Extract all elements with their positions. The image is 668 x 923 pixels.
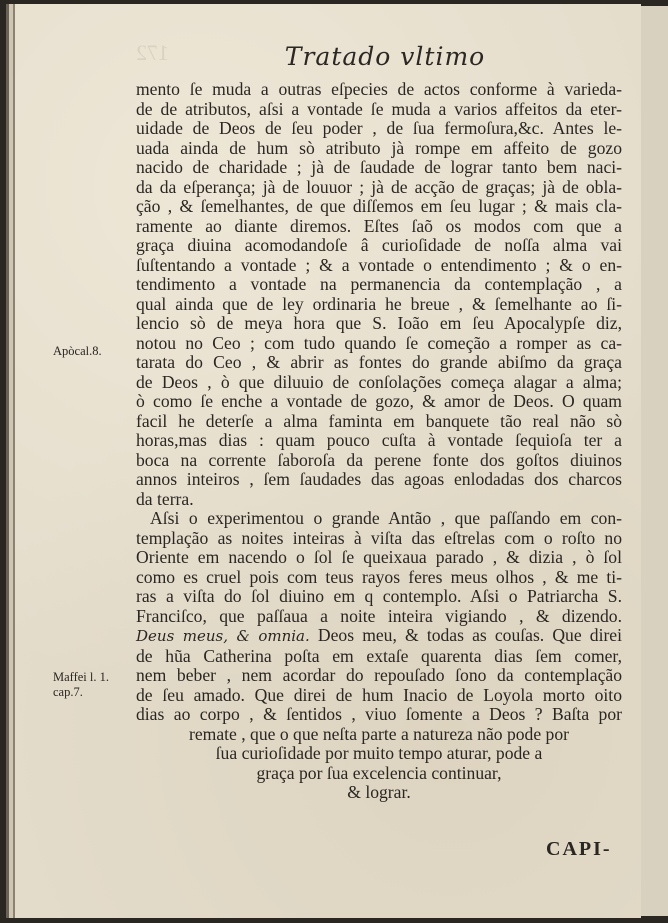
page-header: [9, 42, 641, 71]
text-line: Franciſco, que paſſaua a noite inteira vigiando , & dizendo.: [136, 605, 622, 626]
text-line: Aſsi o experimentou o grande Antão , que paſſando em con-: [150, 508, 622, 528]
text-line: ſuſtentando a vontade ; & a vontade o entendimento ; & o en-: [136, 254, 622, 275]
text-line: annos inteiros , ſem ſaudades das agoas enlodadas dos charcos: [136, 469, 622, 489]
text-line: graça diuina acomodandoſe â curioſidade de noſſa alma vai: [136, 235, 622, 255]
text-line: ramente ao diante diremos. Eſtes ſaõ os modos com que a: [136, 215, 622, 236]
text-line: nem beber , nem acordar do repouſado ſono da contemplação: [136, 665, 622, 685]
text-line: horas,mas dias : quam pouco cuſta à vontade ſequioſa ter a: [136, 430, 622, 450]
text-line: de de atributos, aſsi a vontade ſe muda a varios affeitos da eter-: [136, 98, 622, 119]
text-line: qual ainda que de ley ordinaria he breue , & ſemelhante ao ſi-: [136, 293, 622, 314]
tail-line: graça por ſua excelencia continuar,: [256, 762, 502, 783]
text-line-latin: [136, 626, 622, 647]
bleed-through-page-number: 172: [136, 40, 169, 65]
text-line: tarata do Ceo , & abrir as fontes do grande abiſmo da graça: [136, 352, 622, 372]
text-line: ò como ſe enche a vontade de gozo, & amor de Deos. O quam: [136, 391, 622, 411]
running-title: Tratado vltimo: [284, 42, 486, 71]
catchword: CAPI-: [546, 838, 612, 860]
latin-phrase: Deus meus, & omnia.: [136, 627, 310, 645]
text-line: uidade de Deos de ſeu poder , de ſua fermoſura,&c. Antes le-: [136, 118, 622, 138]
text-line: ras a viſta do ſol diuino em q contemplo. Aſsi o Patriarcha S.: [136, 586, 622, 606]
text-line: templação as noites inteiras à viſta das eſtrelas com o roſto no: [136, 527, 622, 548]
text-line-continued: Deos meu, & todas as couſas. Que direi: [317, 625, 623, 645]
tail-line: remate , que o que neſta parte a natureza não pode por: [188, 723, 570, 744]
marginal-note-apocalypse: Apòcal.8.: [53, 344, 102, 358]
text-line: como es cruel pois com teus rayos feres meus olhos , & me ti-: [136, 566, 622, 587]
paragraph-2: [136, 509, 622, 725]
text-line: lencio sò de meya hora que S. Ioão em ſeu Apocalypſe diz,: [136, 313, 622, 333]
text-line: da da eſperança; jà de louuor ; jà de acção de graças; jà de obla-: [136, 176, 622, 197]
marginal-note-maffei: [53, 670, 109, 700]
text-line: de Deos , ò que diluuio de conſolações começa alagar a alma;: [136, 371, 622, 392]
marginal-note-maffei-line2: cap.7.: [53, 685, 83, 699]
text-line: facil he deterſe a alma faminta em banquete tão real não sò: [136, 410, 622, 431]
text-line: nacido de charidade ; jà de ſaudade de lograr tanto bem naci-: [136, 157, 622, 177]
tail-line: & lograr.: [347, 782, 411, 802]
tail-piece: [136, 725, 622, 803]
body-text: [136, 80, 622, 803]
text-line: da terra.: [136, 488, 194, 509]
paragraph-1: [136, 80, 622, 509]
book-page: [6, 4, 641, 918]
text-line: mento ſe muda a outras eſpecies de actos conforme à varieda-: [136, 79, 622, 99]
text-line: Oriente em nacendo o ſol ſe queixaua parado , & dizia , ò ſol: [136, 547, 622, 567]
text-line: uada ainda de hum sò atributo jà rompe em affeito de gozo: [136, 137, 622, 158]
text-line: de ſeu amado. Que direi de hum Inacio de Loyola morto oito: [136, 684, 622, 705]
adjacent-page-edge: [638, 6, 668, 916]
text-line: boca na corrente ſaboroſa da perene fonte dos goſtos diuinos: [136, 449, 622, 470]
text-line: tendimento a vontade na permanencia da contemplação , a: [136, 274, 622, 294]
text-line: notou no Ceo ; com tudo quando ſe começão a romper as ca-: [136, 332, 622, 353]
text-line: de hũa Catherina poſta em extaſe quarenta dias ſem comer,: [136, 645, 622, 666]
text-line: ção , & ſemelhantes, de que diſſemos em ſeu lugar ; & mais cla-: [136, 196, 622, 216]
text-line: dias ao corpo , & ſentidos , viuo ſomente a Deos ? Baſta por: [136, 704, 622, 724]
tail-line: ſua curioſidade por muito tempo aturar, pode a: [215, 743, 543, 763]
marginal-note-maffei-line1: Maffei l. 1.: [53, 670, 110, 684]
